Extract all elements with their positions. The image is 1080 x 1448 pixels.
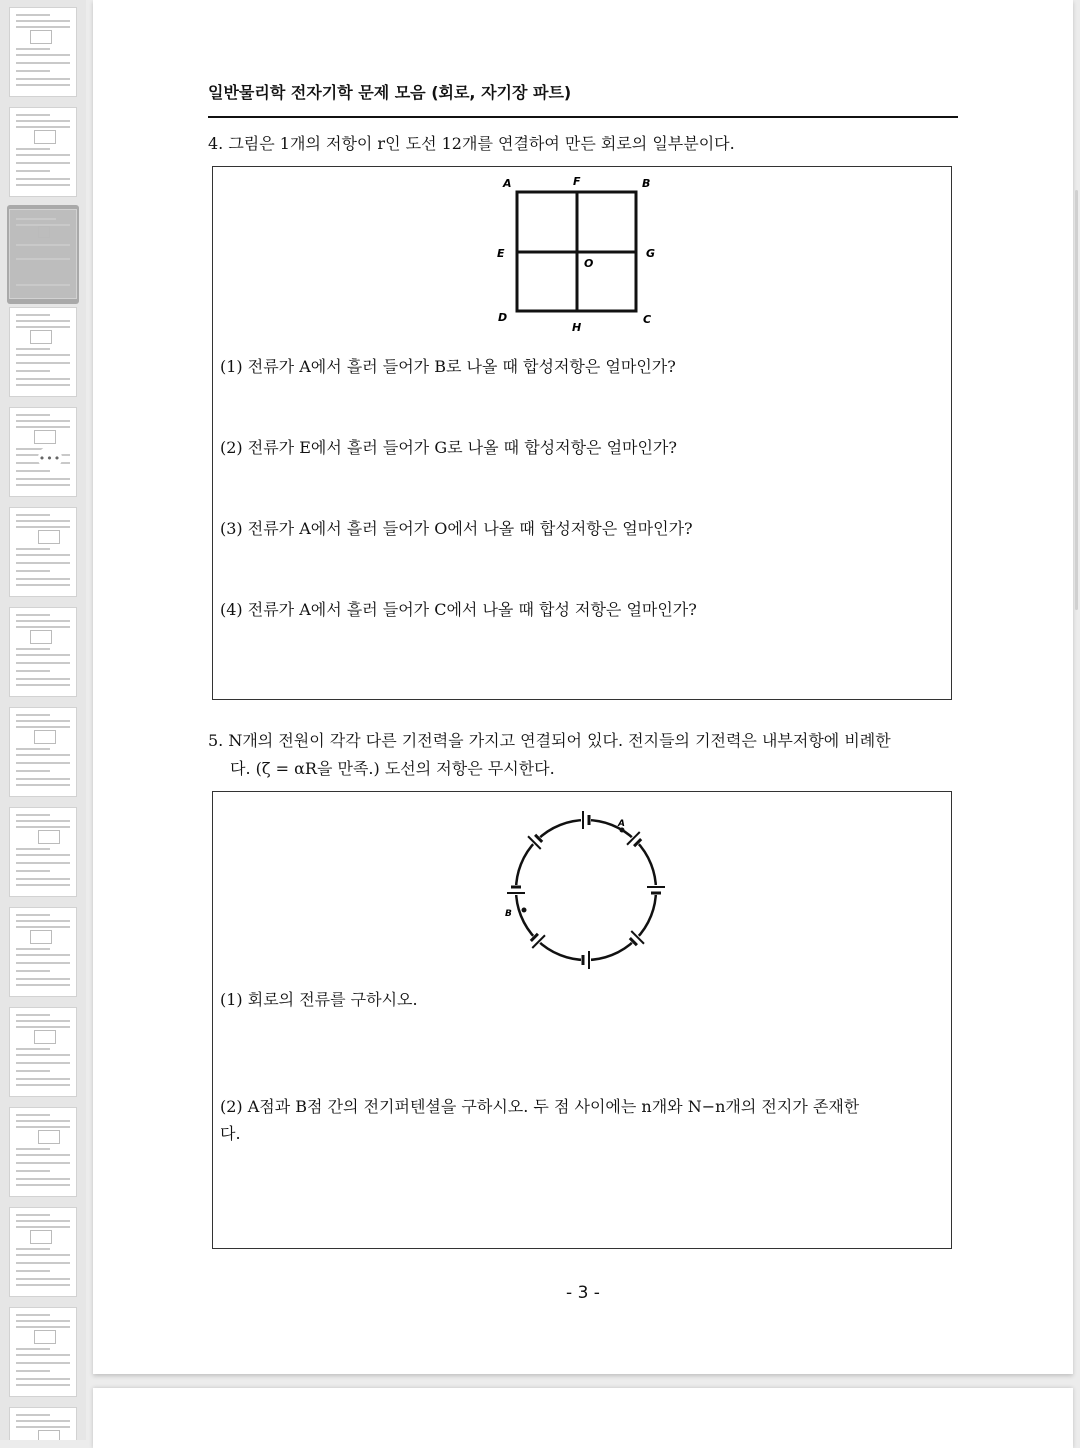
thumbnail-text-line	[16, 914, 50, 916]
document-page	[93, 0, 1073, 1374]
q4-answer-box	[212, 166, 952, 700]
thumbnail-text-line	[16, 620, 70, 622]
thumbnail-figure	[34, 130, 56, 144]
thumbnail-text-line	[16, 170, 50, 172]
thumbnail-text-line	[16, 770, 50, 772]
thumbnail-text-line	[16, 26, 70, 28]
thumbnail-text-line	[16, 1114, 50, 1116]
thumbnail-text-line	[16, 14, 50, 16]
thumbnail-text-line	[16, 478, 70, 480]
q5-battery-ring-diagram	[213, 792, 953, 982]
thumbnail-text-line	[16, 70, 50, 72]
thumbnail-text-line	[16, 526, 70, 528]
thumbnail-text-line	[16, 126, 70, 128]
thumbnail-text-line	[16, 1320, 70, 1322]
label-E: E	[497, 247, 505, 260]
thumbnail-text-line	[16, 784, 70, 786]
thumbnail-text-line	[16, 1220, 70, 1222]
scrollbar[interactable]	[1075, 190, 1078, 610]
thumbnail-text-line	[16, 1062, 70, 1064]
thumbnail-text-line	[16, 920, 70, 922]
thumbnail-text-line	[16, 962, 70, 964]
thumbnail-text-line	[16, 848, 50, 850]
thumbnail-text-line	[16, 720, 70, 722]
thumbnail-text-line	[16, 178, 70, 180]
thumbnail-text-line	[16, 384, 70, 386]
thumbnail-text-line	[16, 854, 70, 856]
thumbnail-text-line	[16, 1148, 50, 1150]
label-A: A	[618, 819, 625, 829]
next-page-preview	[93, 1388, 1073, 1448]
thumbnail-text-line	[16, 1026, 70, 1028]
thumbnail-text-line	[16, 1226, 70, 1228]
thumbnail-figure	[30, 1230, 52, 1244]
thumbnail-text-line	[16, 1248, 50, 1250]
thumbnail-text-line	[16, 1254, 70, 1256]
thumbnail-text-line	[16, 1120, 70, 1122]
thumbnail-text-line	[16, 348, 50, 350]
page-thumbnail[interactable]	[10, 108, 76, 196]
thumbnail-text-line	[16, 414, 50, 416]
thumbnail-text-line	[16, 1420, 70, 1422]
thumbnail-text-line	[16, 54, 70, 56]
label-O: O	[584, 257, 594, 270]
point-B-dot	[522, 908, 527, 913]
thumbnail-text-line	[16, 484, 70, 486]
thumbnail-text-line	[16, 1270, 50, 1272]
q5-answer-box	[212, 791, 952, 1249]
thumbnail-more-button[interactable]: •••	[38, 446, 62, 470]
thumbnail-figure	[38, 830, 60, 844]
thumbnail-text-line	[16, 626, 70, 628]
thumbnail-text-line	[16, 570, 50, 572]
thumbnail-text-line	[16, 1278, 70, 1280]
thumbnail-figure	[34, 730, 56, 744]
thumbnail-text-line	[16, 426, 70, 428]
label-D: D	[498, 311, 508, 324]
thumbnail-text-line	[16, 420, 70, 422]
page-thumbnail-selected[interactable]	[10, 210, 76, 298]
thumbnail-text-line	[16, 1262, 70, 1264]
thumbnail-text-line	[16, 748, 50, 750]
thumbnail-text-line	[16, 1370, 50, 1372]
thumbnail-text-line	[16, 314, 50, 316]
thumbnail-text-line	[16, 826, 70, 828]
thumbnail-text-line	[16, 354, 70, 356]
thumbnail-text-line	[16, 554, 70, 556]
thumbnail-text-line	[16, 754, 70, 756]
document-header: 일반물리학 전자기학 문제 모음 (회로, 자기장 파트)	[208, 83, 572, 102]
thumbnail-text-line	[16, 1170, 50, 1172]
label-G: G	[646, 247, 656, 260]
thumbnail-text-line	[16, 1348, 50, 1350]
thumbnail-figure	[38, 530, 60, 544]
thumbnail-figure	[38, 1130, 60, 1144]
thumbnail-text-line	[16, 778, 70, 780]
thumbnail-figure	[34, 1030, 56, 1044]
thumbnail-figure	[30, 930, 52, 944]
thumbnail-text-line	[16, 1284, 70, 1286]
label-B: B	[505, 909, 512, 919]
page-thumbnail[interactable]	[10, 908, 76, 996]
thumbnail-text-line	[16, 1384, 70, 1386]
label-C: C	[643, 313, 652, 326]
page-thumbnail[interactable]	[10, 308, 76, 396]
thumbnail-figure	[34, 430, 56, 444]
battery-5	[581, 951, 591, 969]
thumbnail-text-line	[16, 48, 50, 50]
page-thumbnail[interactable]	[10, 8, 76, 96]
thumbnail-text-line	[16, 762, 70, 764]
thumbnail-text-line	[16, 20, 70, 22]
thumbnail-text-line	[16, 84, 70, 86]
thumbnail-text-line	[16, 114, 50, 116]
page-thumbnail[interactable]	[10, 1008, 76, 1096]
thumbnail-text-line	[16, 78, 70, 80]
page-thumbnail[interactable]	[10, 608, 76, 696]
thumbnail-text-line	[16, 1178, 70, 1180]
thumbnail-text-line	[16, 1162, 70, 1164]
q4-sub-1: (1) 전류가 A에서 흘러 들어가 B로 나올 때 합성저항은 얼마인가?	[220, 357, 676, 376]
thumbnail-text-line	[16, 820, 70, 822]
battery-7	[507, 885, 525, 895]
thumbnail-figure	[34, 1330, 56, 1344]
thumbnail-text-line	[16, 814, 50, 816]
thumbnail-text-line	[16, 1184, 70, 1186]
page-thumbnail[interactable]	[10, 508, 76, 596]
thumbnail-text-line	[16, 884, 70, 886]
thumbnail-text-line	[16, 948, 50, 950]
q4-sub-3: (3) 전류가 A에서 흘러 들어가 O에서 나올 때 합성저항은 얼마인가?	[220, 519, 693, 538]
selected-thumbnail-highlight[interactable]	[7, 205, 79, 465]
q5-prompt-line1: 5. N개의 전원이 각각 다른 기전력을 가지고 연결되어 있다. 전지들의 기전력은 내부저항에 비례한	[208, 731, 891, 750]
q5-sub-1: (1) 회로의 전류를 구하시오.	[220, 990, 418, 1009]
q4-grid-diagram	[213, 167, 953, 347]
thumbnail-text-line	[16, 1314, 50, 1316]
thumbnail-text-line	[16, 714, 50, 716]
thumbnail-text-line	[16, 648, 50, 650]
thumbnail-text-line	[16, 1362, 70, 1364]
thumbnail-text-line	[16, 1014, 50, 1016]
thumbnail-text-line	[16, 926, 70, 928]
thumbnail-text-line	[16, 154, 70, 156]
thumbnail-text-line	[16, 362, 70, 364]
thumbnail-text-line	[16, 562, 70, 564]
thumbnail-text-line	[16, 1354, 70, 1356]
q4-sub-2: (2) 전류가 E에서 흘러 들어가 G로 나올 때 합성저항은 얼마인가?	[220, 438, 677, 457]
header-rule	[208, 116, 958, 118]
thumbnail-text-line	[16, 320, 70, 322]
page-thumbnail[interactable]	[10, 1408, 76, 1440]
thumbnail-text-line	[16, 1426, 70, 1428]
label-H: H	[572, 321, 582, 334]
page-thumbnail[interactable]	[10, 808, 76, 896]
battery-3	[647, 885, 665, 895]
thumbnail-text-line	[16, 578, 70, 580]
thumbnail-text-line	[16, 1078, 70, 1080]
thumbnail-text-line	[16, 326, 70, 328]
thumbnail-text-line	[16, 1048, 50, 1050]
battery-1	[581, 811, 591, 829]
thumbnail-text-line	[16, 678, 70, 680]
thumbnail-text-line	[16, 1378, 70, 1380]
thumbnail-text-line	[16, 670, 50, 672]
thumbnail-text-line	[16, 1326, 70, 1328]
thumbnail-text-line	[16, 954, 70, 956]
thumbnail-text-line	[16, 470, 50, 472]
q5-sub-2-line1: (2) A점과 B점 간의 전기퍼텐셜을 구하시오. 두 점 사이에는 n개와 N−n개의 전지가 존재한	[220, 1097, 860, 1116]
thumbnail-text-line	[16, 184, 70, 186]
page-thumbnail[interactable]	[10, 1308, 76, 1396]
page-thumbnail[interactable]	[10, 1208, 76, 1296]
thumbnail-text-line	[16, 1070, 50, 1072]
thumbnail-text-line	[16, 1126, 70, 1128]
q4-prompt: 4. 그림은 1개의 저항이 r인 도선 12개를 연결하여 만든 회로의 일부분이다.	[208, 134, 735, 153]
thumbnail-text-line	[16, 870, 50, 872]
q5-prompt-line2: 다. (ζ = αR을 만족.) 도선의 저항은 무시한다.	[230, 759, 555, 778]
page-thumbnail[interactable]	[10, 708, 76, 796]
q4-sub-4: (4) 전류가 A에서 흘러 들어가 C에서 나올 때 합성 저항은 얼마인가?	[220, 600, 697, 619]
thumbnail-text-line	[16, 978, 70, 980]
page-number: - 3 -	[566, 1283, 600, 1303]
thumbnail-text-line	[16, 654, 70, 656]
thumbnail-text-line	[16, 378, 70, 380]
thumbnail-text-line	[16, 62, 70, 64]
thumbnail-text-line	[16, 1020, 70, 1022]
thumbnail-text-line	[16, 614, 50, 616]
thumbnail-text-line	[16, 984, 70, 986]
thumbnail-text-line	[16, 148, 50, 150]
thumbnail-text-line	[16, 520, 70, 522]
thumbnail-figure	[30, 30, 52, 44]
thumbnail-text-line	[16, 1214, 50, 1216]
thumbnail-text-line	[16, 684, 70, 686]
thumbnail-text-line	[16, 726, 70, 728]
thumbnail-text-line	[16, 662, 70, 664]
thumbnail-text-line	[16, 120, 70, 122]
thumbnail-figure	[30, 630, 52, 644]
thumbnail-text-line	[16, 1154, 70, 1156]
label-B: B	[642, 177, 651, 190]
thumbnail-text-line	[16, 862, 70, 864]
thumbnail-figure	[30, 330, 52, 344]
thumbnail-text-line	[16, 970, 50, 972]
thumbnail-text-line	[16, 162, 70, 164]
thumbnail-text-line	[16, 1054, 70, 1056]
page-thumbnail[interactable]	[10, 1108, 76, 1196]
thumbnail-text-line	[16, 548, 50, 550]
q5-sub-2-line2: 다.	[220, 1124, 241, 1143]
thumbnail-sidebar	[0, 0, 86, 1440]
thumbnail-text-line	[16, 584, 70, 586]
label-A: A	[503, 177, 512, 190]
thumbnail-text-line	[16, 514, 50, 516]
thumbnail-text-line	[16, 1414, 50, 1416]
thumbnail-text-line	[16, 370, 50, 372]
thumbnail-text-line	[16, 878, 70, 880]
thumbnail-figure	[38, 1430, 60, 1440]
thumbnail-text-line	[16, 1084, 70, 1086]
label-F: F	[573, 175, 581, 188]
